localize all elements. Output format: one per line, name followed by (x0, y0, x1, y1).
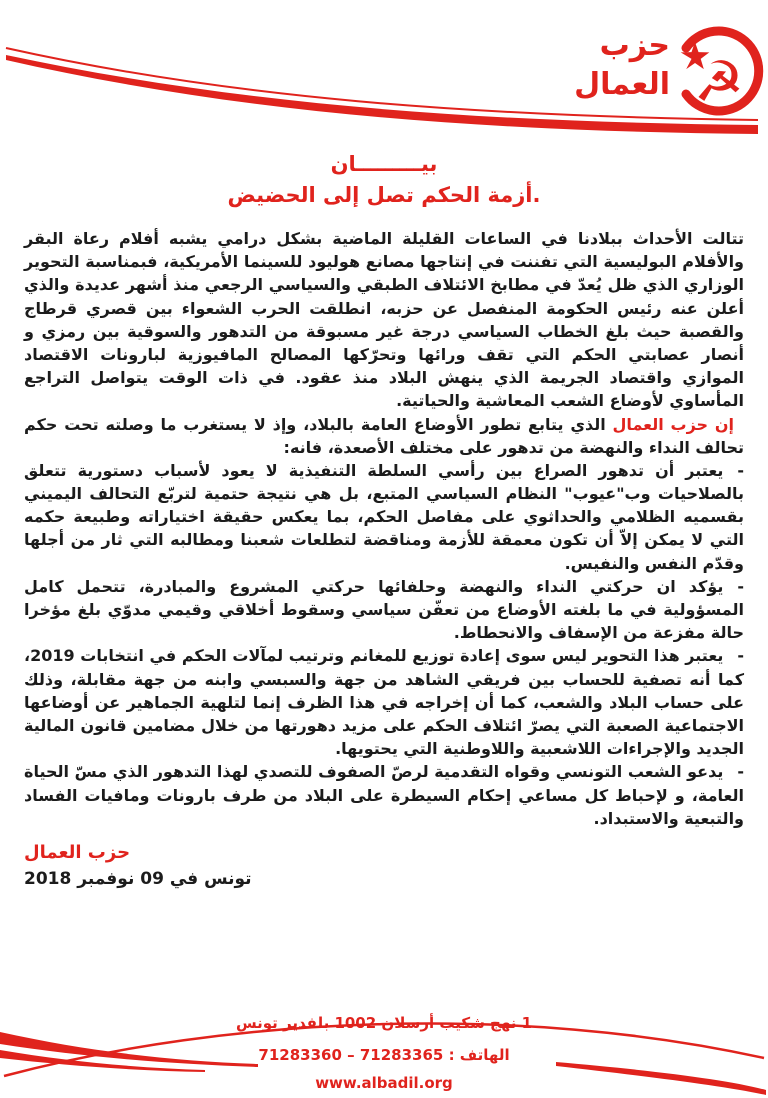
party-name-line2: العمال (574, 67, 670, 102)
footer-address: 1 نهج شكيب أرسلان 1002 بلفدير تونس (235, 1014, 533, 1032)
bullet-dash: - (737, 460, 744, 480)
bullet-text: يعتبر أن تدهور الصراع بين رأسي السلطة التنفيذية لا يعود لأسباب دستورية تتعلق بالصلاحيات وب"عيوب" النظام السياسي المتبع، بل هي نتيجة حتمية لتربّع التحالف اليميني بقسميه الظلامي والحداثوي على مفاصل الحكم، بما يعكس حقيقة اختياراته وطبيعة حكمه التي لا يمكن إلاّ أن تكون معمقة للأزمة ومناقضة لتطلعات شعبنا ومطالبه التي ثار من أجلها وقدّم النفس والنفيس. (24, 460, 744, 573)
party-name-line1: حزب (599, 28, 670, 63)
signature-party: حزب العمال (24, 841, 131, 863)
bullet-dash: - (737, 646, 744, 666)
bullet-text: يعتبر هذا التحوير ليس سوى إعادة توزيع للمغانم وترتيب لمآلات الحكم في انتخابات 2019، كما أنه تصفية للحساب بين فريقي الشاهد من جهة والسبسي وابنه من جهة مقابلة، وذلك على حساب البلاد والشعب، كما أن إخراجه في هذا الظرف إنما لتلهية الجماهير عن أوضاعها الاجتماعية الصعبة التي يصرّ ائتلاف الحكم على مزيد دهورتها من خلال مضامين قانون المالية الجديد والإجراءات اللاشعبية واللاوطنية التي يحتويها. (24, 646, 744, 759)
party-logo-text (574, 26, 670, 104)
bullet-dash: - (737, 762, 744, 782)
statement-kicker: بيـــــــــان (330, 152, 438, 176)
footer-website-link[interactable]: www.albadil.org (315, 1074, 453, 1092)
statement-body (24, 227, 744, 830)
hammer-sickle-icon: ☭ (693, 50, 745, 115)
signature-dateline: تونس في 09 نوفمبر 2018 (24, 868, 252, 889)
lead-paragraph (24, 413, 744, 459)
party-emblem (681, 31, 759, 115)
intro-paragraph: تتالت الأحداث ببلادنا في الساعات القليلة الماضية بشكل درامي يشبه أفلام رعاة البقر والأفلام البوليسية التي تفننت في إنتاجها مصانع هوليود للسينما الأمريكية، فبمناسبة التحوير الوزاري الذي ظل يُعدّ في مطابخ الائتلاف الطبقي والسياسي الرجعي منذ أشهر عديدة والذي أعلن عنه رئيس الحكومة المنفصل عن حزبه، انطلقت الحرب الشعواء بين قصري قرطاج والقصبة حيث بلغ الخطاب السياسي درجة غير مسبوقة من التدهور والسوقية بين رمزي و أنصار عصابتي الحكم التي تقف ورائها وتحرّكها المصالح المافيوزية لبارونات الاقتصاد الموازي واقتصاد الجريمة الذي ينهش البلاد منذ عقود. في ذات الوقت يتواصل التراجع المأساوي لأوضاع الشعب المعاشية والحياتية. (24, 229, 744, 411)
footer-phone: الهاتف : 71283365 – 71283360 (258, 1046, 510, 1064)
bullet-text: يدعو الشعب التونسي وقواه التقدمية لرصّ الصفوف للتصدي لهذا التدهور الذي مسّ الحياة العامة، و لإحباط كل مساعي إحكام السيطرة على البلاد من طرف بارونات ومافيات الفساد والتبعية والاستبداد. (24, 762, 744, 828)
bullet-list (24, 459, 744, 830)
lead-paragraph-rest: الذي يتابع تطور الأوضاع العامة بالبلاد، وإذ لا يستغرب ما وصلته تحت حكم تحالف النداء والنهضة من تدهور على مختلف الأصعدة، فانه: (24, 414, 744, 457)
bullet-text: يؤكد ان حركتي النداء والنهضة وحلفائها حركتي المشروع والمبادرة، تتحمل كامل المسؤولية في ما بلغته الأوضاع من تعفّن سياسي وسقوط أخلاقي وقيمي مدوّي بلغ مؤخرا حالة مفزعة من الإسفاف والانحطاط. (24, 576, 744, 643)
bullet-item (24, 575, 744, 645)
signature-block (24, 842, 744, 889)
statement-title: أزمة الحكم تصل إلى الحضيض. (227, 183, 541, 207)
lead-party-name: إن حزب العمال (612, 414, 735, 434)
bullet-item (24, 760, 744, 830)
bullet-item (24, 644, 744, 760)
footer (0, 998, 768, 1098)
bullet-dash: - (737, 576, 744, 596)
bullet-item (24, 459, 744, 575)
